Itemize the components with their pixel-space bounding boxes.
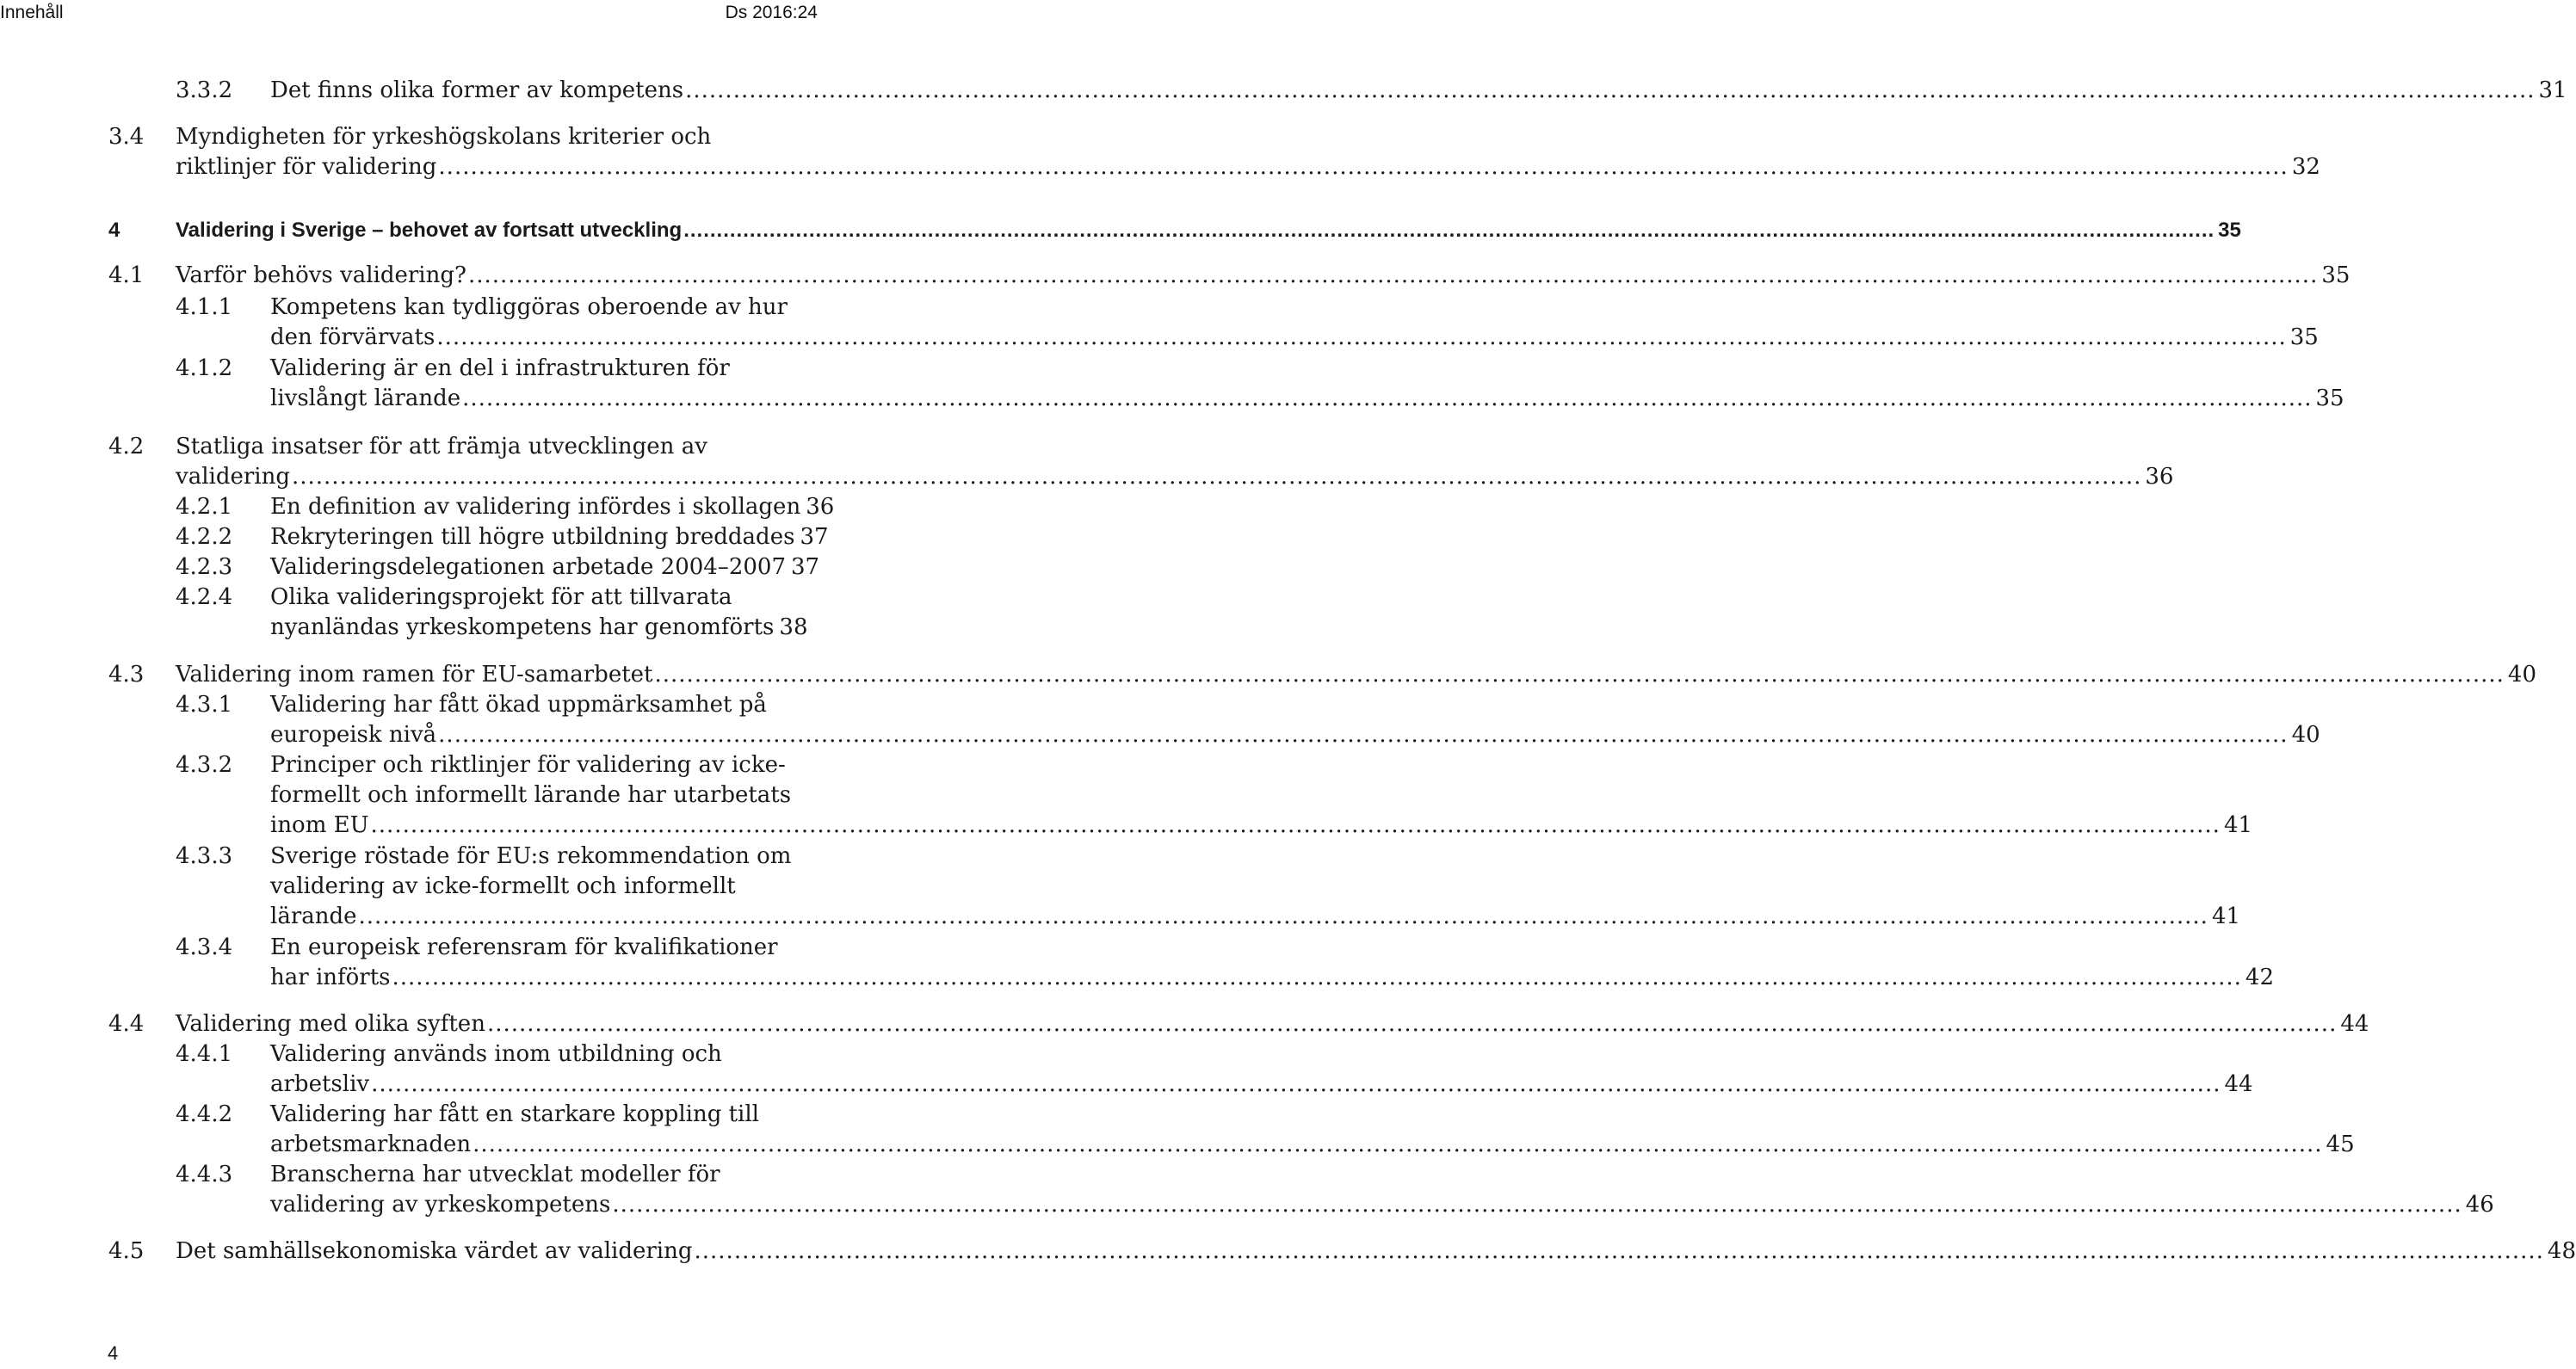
- toc-entry-page: 35: [2289, 324, 2319, 350]
- toc-entry-text: Det samhällsekonomiska värdet av validering: [176, 1238, 693, 1264]
- dot-leader: [612, 1190, 2462, 1220]
- toc-entry-line: [176, 1236, 2576, 1267]
- toc-entry-text: En europeisk referensram för kvalifikationer: [270, 934, 778, 960]
- toc-entry[interactable]: [0, 492, 835, 522]
- toc-entry-text: Validering har fått ökad uppmärksamhet på: [270, 692, 767, 718]
- toc-entry-title: [176, 261, 2351, 291]
- toc-entry-line: [176, 215, 2241, 245]
- toc-entry-number: 4.1.2: [176, 355, 233, 381]
- dot-leader: [436, 323, 2286, 353]
- toc-entry-number: 4.3.4: [176, 934, 233, 960]
- toc-entry-text: Det finns olika former av kompetens: [270, 77, 684, 103]
- toc-entry[interactable]: [0, 1100, 2355, 1160]
- toc-entry-title: [270, 354, 2344, 414]
- toc-entry-page: 36: [806, 494, 835, 520]
- toc-entry-title: [270, 1039, 2253, 1100]
- toc-entry[interactable]: [0, 583, 826, 643]
- toc-entry-title: [270, 492, 835, 522]
- toc-entry-text: europeisk nivå: [270, 722, 437, 748]
- toc-entry-number: 4: [108, 219, 120, 242]
- toc-entry-page: 45: [2326, 1132, 2355, 1157]
- dot-leader: [685, 76, 2535, 106]
- toc-entry-line: [270, 963, 2274, 993]
- toc-entry-text: arbetsliv: [270, 1071, 370, 1097]
- toc-entry[interactable]: [0, 261, 2351, 291]
- dot-leader: [695, 1236, 2544, 1267]
- toc-entry-title: [176, 432, 2174, 492]
- toc-entry-text: Validering i Sverige – behovet av fortsatt utveckling: [176, 219, 683, 242]
- toc-entry-line: [270, 613, 807, 643]
- toc-entry-text: Statliga insatser för att främja utvecklingen av: [176, 434, 707, 459]
- toc-entry-number: 4.3.2: [176, 752, 233, 778]
- toc-entry-text: Rekryteringen till högre utbildning breddades: [270, 524, 795, 550]
- dot-leader: [359, 902, 2208, 932]
- toc-entry[interactable]: [0, 432, 2174, 492]
- dot-leader: [371, 1070, 2221, 1100]
- dot-leader: [487, 1009, 2337, 1039]
- toc-entry-line: [270, 522, 829, 552]
- toc-entry-page: 37: [791, 554, 820, 580]
- toc-entry[interactable]: [0, 215, 2241, 245]
- toc-entry-number: 3.3.2: [176, 77, 233, 103]
- toc-entry-number: 4.1.1: [176, 294, 233, 320]
- toc-entry-number: 4.3.3: [176, 843, 233, 869]
- toc-entry-text: formellt och informellt lärande har utarbetats: [270, 782, 792, 808]
- toc-entry-line: [270, 1100, 807, 1130]
- toc-entry-number: 4.3: [108, 662, 145, 688]
- dot-leader: [683, 215, 2215, 245]
- toc-entry-line: [270, 842, 807, 872]
- toc-entry-text: riktlinjer för validering: [176, 154, 437, 180]
- toc-entry-line: [270, 750, 807, 780]
- toc-entry-page: 41: [2223, 812, 2253, 838]
- toc-entry-title: [176, 1009, 2369, 1039]
- toc-entry-page: 32: [2291, 154, 2320, 180]
- toc-entry-line: [176, 660, 2536, 690]
- toc-entry-number: 4.2.2: [176, 524, 233, 550]
- toc-entry[interactable]: [0, 552, 826, 583]
- toc-entry-title: [176, 215, 2241, 245]
- dot-leader: [462, 384, 2312, 414]
- toc-entry-line: [270, 76, 2567, 106]
- toc-entry-line: [270, 933, 807, 963]
- dot-leader: [371, 811, 2221, 841]
- toc-entry-number: 4.4.2: [176, 1101, 233, 1127]
- toc-entry[interactable]: [0, 933, 2274, 993]
- toc-entry[interactable]: [0, 1009, 2369, 1039]
- toc-entry-line: [270, 492, 835, 522]
- toc-entry-number: 4.2.3: [176, 554, 233, 580]
- header-section-title: Innehåll: [0, 3, 64, 22]
- toc-entry-line: [270, 552, 820, 583]
- toc-entry-title: [176, 122, 2320, 182]
- toc-entry-number: 4.4: [108, 1011, 145, 1037]
- toc-entry-number: 3.4: [108, 124, 145, 150]
- toc-entry-title: [270, 76, 2567, 106]
- toc-entry-line: [176, 1009, 2369, 1039]
- toc-entry-text: lärande: [270, 903, 357, 929]
- toc-entry[interactable]: [0, 76, 2567, 106]
- toc-entry-line: [270, 1160, 807, 1190]
- toc-entry-text: inom EU: [270, 812, 369, 838]
- toc-entry[interactable]: [0, 293, 2319, 353]
- toc-entry-number: 4.2.1: [176, 494, 233, 520]
- toc-entry-text: livslångt lärande: [270, 385, 461, 411]
- toc-entry-number: 4.1: [108, 262, 145, 288]
- toc-entry-line: [270, 583, 807, 613]
- toc-entry-line: [176, 152, 2320, 182]
- toc-entry-number: 4.4.3: [176, 1162, 233, 1187]
- toc-entry-line: [270, 811, 2253, 841]
- toc-entry-page: 35: [2321, 262, 2351, 288]
- toc-entry-text: den förvärvats: [270, 324, 436, 350]
- toc-entry-text: validering: [176, 464, 290, 490]
- toc-entry-text: Validering används inom utbildning och: [270, 1041, 722, 1067]
- toc-entry-page: 48: [2547, 1238, 2576, 1264]
- dot-leader: [392, 963, 2242, 993]
- toc-entry[interactable]: [0, 842, 2241, 932]
- toc-entry-line: [270, 293, 807, 323]
- toc-entry-title: [270, 293, 2319, 353]
- dot-leader: [473, 1130, 2322, 1160]
- toc-entry[interactable]: [0, 522, 829, 552]
- toc-entry-text: validering av icke-formellt och informellt: [270, 873, 736, 899]
- toc-entry-line: [270, 354, 807, 384]
- dot-leader: [438, 720, 2288, 750]
- toc-entry-page: 44: [2340, 1011, 2369, 1037]
- toc-entry-page: 31: [2538, 77, 2567, 103]
- toc-entry-text: Olika valideringsprojekt för att tillvarata: [270, 584, 732, 610]
- toc-entry-title: [176, 1236, 2576, 1267]
- toc-entry-line: [270, 720, 2320, 750]
- toc-entry-text: validering av yrkeskompetens: [270, 1192, 611, 1218]
- toc-entry-line: [176, 432, 807, 462]
- toc-entry[interactable]: [0, 1160, 2494, 1220]
- toc-entry-page: 40: [2291, 722, 2320, 748]
- toc-entry-title: [270, 1160, 2494, 1220]
- dot-leader: [655, 660, 2505, 690]
- toc-entry-line: [270, 1070, 2253, 1100]
- toc-entry-title: [270, 750, 2253, 841]
- toc-entry-title: [176, 660, 2536, 690]
- toc-entry-text: Principer och riktlinjer för validering av icke-: [270, 752, 786, 778]
- dot-leader: [438, 152, 2288, 182]
- toc-entry-line: [270, 384, 2344, 414]
- toc-entry-page: 35: [2218, 219, 2241, 242]
- toc-entry-text: har införts: [270, 965, 391, 990]
- toc-entry-line: [270, 872, 807, 902]
- toc-entry-number: 4.4.1: [176, 1041, 233, 1067]
- toc-entry-page: 42: [2245, 965, 2274, 990]
- toc-entry-text: arbetsmarknaden: [270, 1132, 472, 1157]
- dot-leader: [468, 261, 2318, 291]
- toc-entry-line: [176, 261, 2351, 291]
- toc-entry-title: [270, 583, 807, 643]
- toc-entry-page: 35: [2315, 385, 2344, 411]
- toc-entry-text: Branscherna har utvecklat modeller för: [270, 1162, 720, 1187]
- toc-entry-line: [270, 1190, 2494, 1220]
- toc-entry-title: [270, 842, 2241, 932]
- toc-entry-line: [270, 1130, 2355, 1160]
- toc-entry[interactable]: [0, 660, 2536, 690]
- toc-entry-line: [270, 690, 807, 720]
- toc-entry-title: [270, 1100, 2355, 1160]
- toc-entry-title: [270, 933, 2274, 993]
- dot-leader: [292, 462, 2141, 492]
- toc-entry[interactable]: [0, 122, 2320, 182]
- toc-entry-page: 46: [2465, 1192, 2494, 1218]
- toc-entry[interactable]: [0, 354, 2344, 414]
- toc-entry-text: Validering är en del i infrastrukturen för: [270, 355, 730, 381]
- toc-entry-text: Validering med olika syften: [176, 1011, 485, 1037]
- toc-entry[interactable]: [0, 750, 2253, 841]
- toc-entry-text: Validering har fått en starkare koppling till: [270, 1101, 760, 1127]
- toc-entry[interactable]: [0, 1236, 2576, 1267]
- toc-entry-title: [270, 690, 2320, 750]
- toc-entry-line: [176, 462, 2174, 492]
- toc-entry-line: [270, 323, 2319, 353]
- toc-entry-text: Validering inom ramen för EU-samarbetet: [176, 662, 653, 688]
- toc-entry-page: 40: [2507, 662, 2536, 688]
- toc-entry-page: 41: [2211, 903, 2241, 929]
- toc-entry-page: 38: [779, 614, 808, 640]
- toc-entry-text: nyanländas yrkeskompetens har genomförts: [270, 614, 775, 640]
- toc-entry-number: 4.3.1: [176, 692, 233, 718]
- toc-entry-line: [176, 122, 807, 152]
- toc-entry-title: [270, 552, 820, 583]
- toc-entry-title: [270, 522, 829, 552]
- toc-entry-number: 4.5: [108, 1238, 145, 1264]
- toc-entry-line: [270, 1039, 807, 1070]
- toc-entry-line: [270, 780, 807, 811]
- toc-entry-number: 4.2.4: [176, 584, 233, 610]
- toc-entry-page: 44: [2224, 1071, 2253, 1097]
- toc-entry-text: Valideringsdelegationen arbetade 2004–2007: [270, 554, 787, 580]
- header-document-id: Ds 2016:24: [725, 3, 818, 22]
- toc-entry-page: 36: [2145, 464, 2174, 490]
- toc-entry-line: [270, 902, 2241, 932]
- toc-entry-text: En definition av validering infördes i skollagen: [270, 494, 801, 520]
- toc-entry[interactable]: [0, 1039, 2253, 1100]
- toc-entry[interactable]: [0, 690, 2320, 750]
- toc-entry-text: Varför behövs validering?: [176, 262, 466, 288]
- toc-entry-number: 4.2: [108, 434, 145, 459]
- toc-entry-text: Sverige röstade för EU:s rekommendation om: [270, 843, 792, 869]
- page-number: 4: [108, 1342, 119, 1364]
- toc-entry-page: 37: [800, 524, 829, 550]
- toc-entry-text: Myndigheten för yrkeshögskolans kriterier och: [176, 124, 712, 150]
- toc-entry-text: Kompetens kan tydliggöras oberoende av hur: [270, 294, 788, 320]
